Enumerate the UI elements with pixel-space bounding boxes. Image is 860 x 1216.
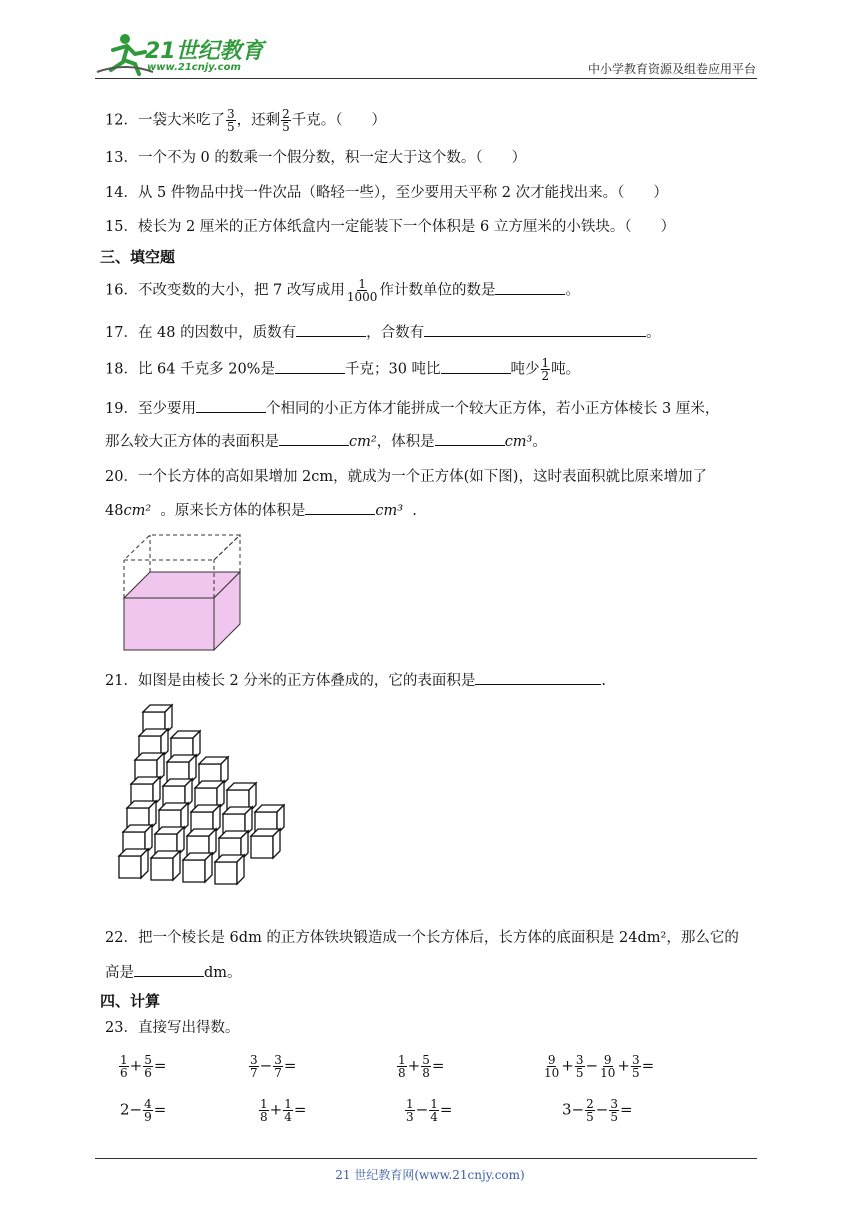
question-18: 18．比 64 千克多 20%是 千克；30 吨比 吨少 $\frac{1}{2}$ 吨。 [105, 356, 581, 383]
question-20-line2: 48cm² 。原来长方体的体积是 cm³ . [105, 500, 417, 521]
cube [251, 829, 280, 858]
logo-url: www.21cnjy.com [147, 62, 241, 73]
calc-item: $\frac{1}{3}$ − $\frac{1}{4}$ = [406, 1097, 453, 1124]
cube [151, 851, 180, 880]
header-logo [95, 32, 265, 80]
fraction: $\frac{2}{5}$ [282, 107, 290, 134]
answer-blank[interactable] [275, 359, 345, 374]
fraction: $\frac{1}{2}$ [541, 356, 550, 383]
logo-text: 21世纪教育 [145, 39, 264, 64]
question-12: 12．一袋大米吃了 $\frac{3}{5}$ ，还剩 $\frac{2}{5}$ 千克。（ ） [105, 107, 386, 134]
question-13: 13．一个不为 0 的数乘一个假分数，积一定大于这个数。（ ） [105, 150, 527, 166]
answer-blank[interactable] [424, 322, 646, 337]
fraction: $\frac{3}{5}$ [226, 107, 235, 134]
answer-blank[interactable] [279, 431, 349, 446]
calc-item: $\frac{1}{6}$ + $\frac{5}{6}$ = [120, 1053, 167, 1080]
calc-item: 2− $\frac{4}{9}$ = [120, 1097, 167, 1124]
header-rule [95, 78, 757, 79]
cuboid-figure [118, 530, 258, 655]
cube [119, 849, 148, 878]
cube [183, 853, 212, 882]
question-14: 14．从 5 件物品中找一件次品（略轻一些），至少要用天平称 2 次才能找出来。（ ） [105, 185, 668, 201]
question-17: 17．在 48 的因数中，质数有 ，合数有 。 [105, 322, 661, 343]
question-22-line2: 高是 dm。 [105, 962, 242, 983]
question-19-line1: 19．至少要用 个相同的小正方体才能拼成一个较大正方体，若小正方体棱长 3 厘米， [105, 398, 719, 419]
section-4-title: 四、计算 [100, 992, 161, 1010]
answer-blank[interactable] [196, 398, 266, 413]
calc-item: $\frac{1}{8}$ + $\frac{1}{4}$ = [260, 1097, 307, 1124]
question-19-line2: 那么较大正方体的表面积是 cm²，体积是 cm³。 [105, 431, 547, 452]
question-15: 15．棱长为 2 厘米的正方体纸盒内一定能装下一个体积是 6 立方厘米的小铁块。（ ） [105, 219, 676, 235]
answer-blank[interactable] [134, 962, 204, 977]
answer-blank[interactable] [435, 431, 505, 446]
header-right-text: 中小学教育资源及组卷应用平台 [587, 62, 756, 76]
stacked-cubes-figure[interactable] [115, 700, 285, 915]
calc-item: $\frac{9}{10}$ + $\frac{3}{5}$ − $\frac{9}{10}$ + $\frac{3}{5}$ = [544, 1053, 655, 1080]
section-3-title: 三、填空题 [100, 248, 176, 266]
answer-blank[interactable] [475, 670, 601, 685]
question-16: 16．不改变数的大小，把 7 改写成用 $\frac{1}{1000}$ 作计数单位的数是 。 [105, 277, 580, 304]
question-22-line1: 22．把一个棱长是 6dm 的正方体铁块锻造成一个长方体后，长方体的底面积是 24dm²，那么它的 [105, 930, 739, 946]
footer-text: 21 世纪教育网(www.21cnjy.com) [335, 1168, 525, 1182]
answer-blank[interactable] [296, 322, 366, 337]
footer-rule [95, 1158, 757, 1159]
cube [215, 855, 244, 884]
question-23: 23．直接写出得数。 [105, 1020, 240, 1036]
fraction: $\frac{1}{1000}$ [346, 277, 378, 304]
calc-item: $\frac{3}{7}$ − $\frac{3}{7}$ = [250, 1053, 297, 1080]
answer-blank[interactable] [441, 359, 511, 374]
answer-blank[interactable] [305, 500, 375, 515]
answer-blank[interactable] [495, 280, 565, 295]
calc-item: $\frac{1}{8}$ + $\frac{5}{8}$ = [398, 1053, 445, 1080]
question-20-line1: 20．一个长方体的高如果增加 2cm，就成为一个正方体(如下图)，这时表面积就比原来增加了 [105, 469, 707, 485]
question-21: 21．如图是由棱长 2 分米的正方体叠成的，它的表面积是 . [105, 670, 606, 691]
calc-item: 3− $\frac{2}{5}$ − $\frac{3}{5}$ = [562, 1097, 633, 1124]
